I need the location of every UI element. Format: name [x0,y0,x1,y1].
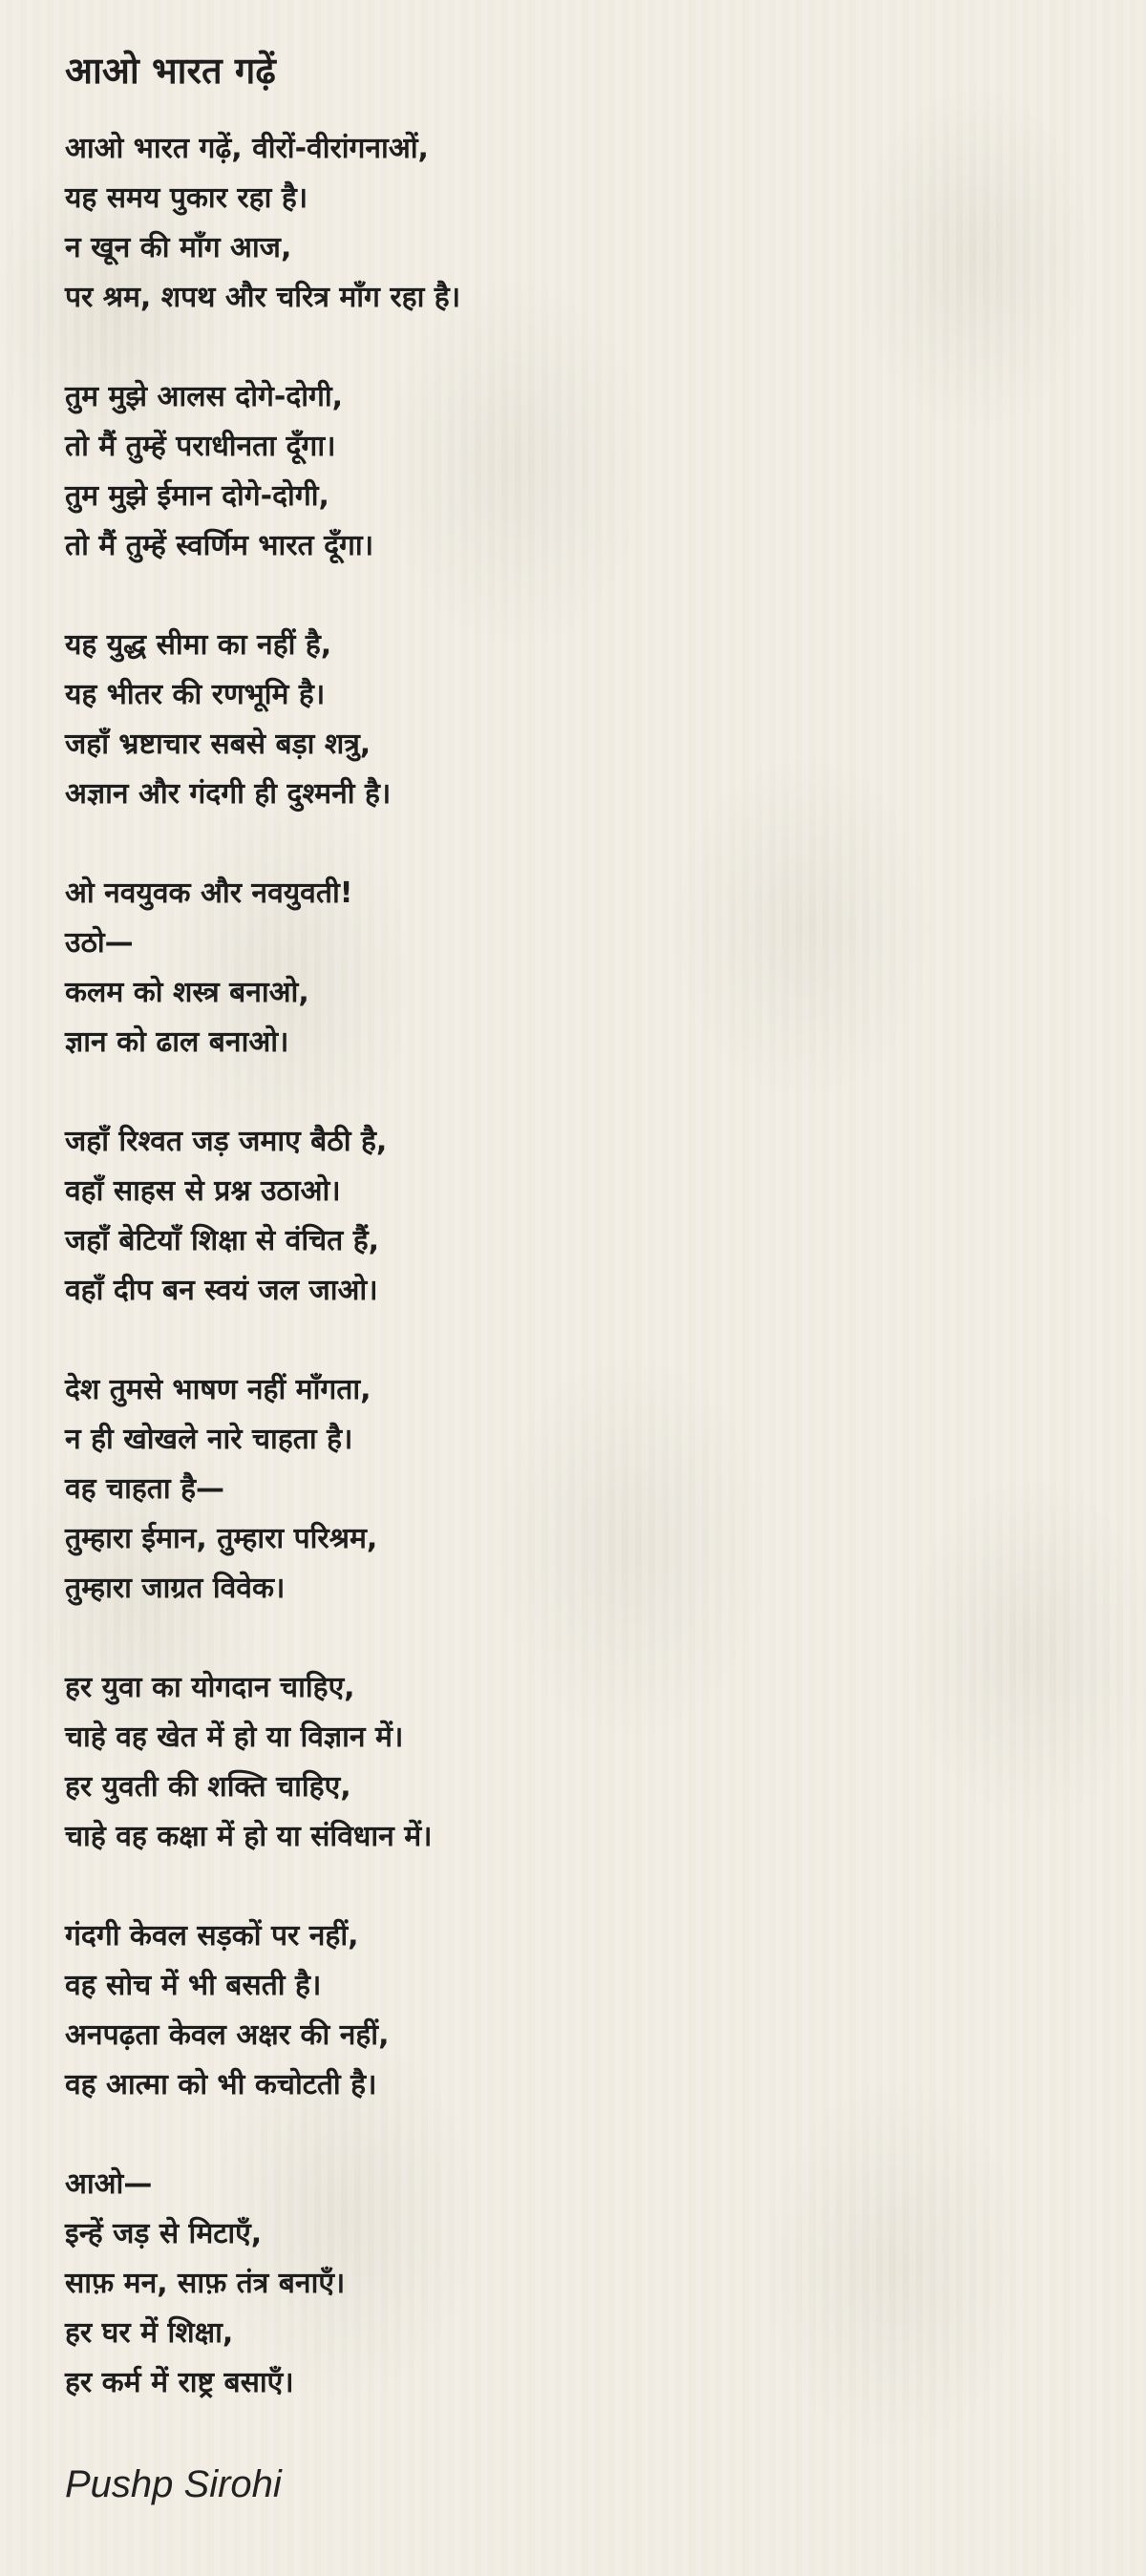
poem-stanza [65,621,1077,819]
poem-line: वह सोच में भी बसती है। [65,1969,322,2002]
poem-line: साफ़ मन, साफ़ तंत्र बनाएँ। [65,2267,346,2300]
poem-line: कलम को शस्त्र बनाओ, [65,976,309,1009]
poem-line: न ही खोखले नारे चाहता है। [65,1423,353,1456]
poem-line: वहाँ साहस से प्रश्न उठाओ। [65,1174,341,1208]
poem-author: Pushp Sirohi [65,2463,282,2505]
poem-line: वह आत्मा को भी कचोटती है। [65,2068,377,2101]
poem-line: यह भीतर की रणभूमि है। [65,678,326,711]
poem-line: इन्हें जड़ से मिटाएँ, [65,2217,263,2250]
poem-line: आओ भारत गढ़ें, वीरों-वीरांगनाओं, [65,132,429,165]
poem-body [65,124,1077,2408]
poem-line: हर कर्म में राष्ट्र बसाएँ। [65,2366,294,2399]
poem-line: देश तुमसे भाषण नहीं माँगता, [65,1373,371,1406]
poem-title: आओ भारत गढ़ें [65,50,276,92]
poem-line: हर युवती की शक्ति चाहिए, [65,1770,351,1804]
poem-line: तुम मुझे ईमान दोगे-दोगी, [65,479,329,513]
poem-line: जहाँ बेटियाँ शिक्षा से वंचित हैं, [65,1224,380,1257]
poem-stanza [65,124,1077,323]
poem-stanza [65,1911,1077,2110]
poem-line: गंदगी केवल सड़कों पर नहीं, [65,1919,359,1953]
poem-line: चाहे वह खेत में हो या विज्ञान में। [65,1721,404,1754]
poem-stanza [65,1117,1077,1316]
poem-line: तुम मुझे आलस दोगे-दोगी, [65,380,344,413]
poem-line: हर युवा का योगदान चाहिए, [65,1671,355,1704]
poem-line: तो मैं तुम्हें पराधीनता दूँगा। [65,430,336,463]
poem-line: ज्ञान को ढाल बनाओ। [65,1025,289,1059]
poem-stanza [65,2160,1077,2408]
poem-line: पर श्रम, शपथ और चरित्र माँग रहा है। [65,281,461,314]
poem-line: जहाँ रिश्वत जड़ जमाए बैठी है, [65,1125,388,1158]
poem-line: तो मैं तुम्हें स्वर्णिम भारत दूँगा। [65,529,374,562]
poem-line: न खून की माँग आज, [65,231,292,264]
poem-line: जहाँ भ्रष्टाचार सबसे बड़ा शत्रु, [65,728,371,761]
poem-line: तुम्हारा जाग्रत विवेक। [65,1572,286,1605]
poem-line: ओ नवयुवक और नवयुवती! [65,876,353,910]
poem-line: हर घर में शिक्षा, [65,2316,234,2350]
poem-stanza [65,869,1077,1067]
poem-stanza [65,372,1077,571]
poem-stanza [65,1663,1077,1862]
poem-line: तुम्हारा ईमान, तुम्हारा परिश्रम, [65,1522,378,1555]
poem-line: यह युद्ध सीमा का नहीं है, [65,628,332,662]
poem-line: यह समय पुकार रहा है। [65,181,308,215]
poem-line: चाहे वह कक्षा में हो या संविधान में। [65,1820,433,1853]
poem-line: अनपढ़ता केवल अक्षर की नहीं, [65,2018,390,2052]
poem-line: आओ— [65,2167,153,2201]
poem-card [65,44,1077,2511]
poem-line: अज्ञान और गंदगी ही दुश्मनी है। [65,777,392,811]
poem-line: वहाँ दीप बन स्वयं जल जाओ। [65,1274,378,1307]
poem-line: वह चाहता है— [65,1472,225,1506]
poem-line: उठो— [65,926,134,960]
poem-stanza [65,1365,1077,1614]
